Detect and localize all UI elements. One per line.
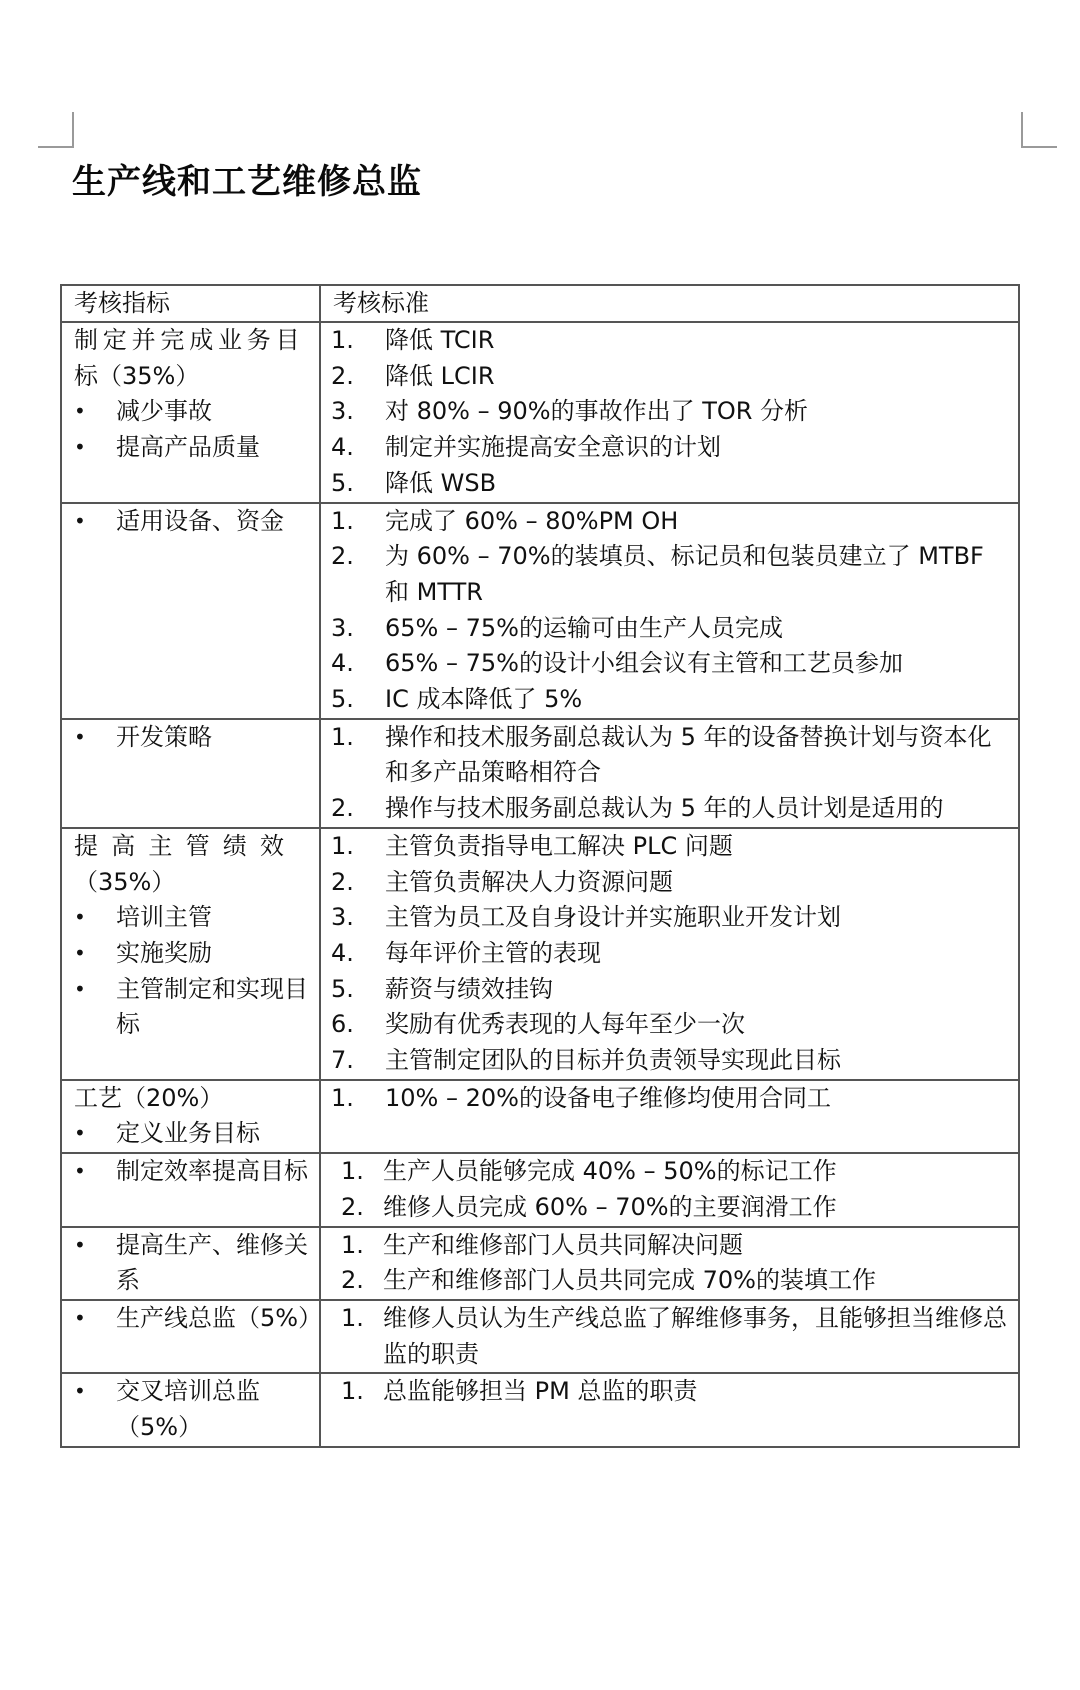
bullet-text: 生产线总监（5%） bbox=[116, 1303, 323, 1332]
item-number: 1. bbox=[331, 831, 354, 860]
standard-item bbox=[329, 1263, 1010, 1299]
indicator-bullet bbox=[74, 900, 311, 936]
item-number: 2. bbox=[341, 1192, 364, 1221]
item-number: 7. bbox=[331, 1046, 354, 1075]
standard-item bbox=[329, 1190, 1010, 1226]
table-row bbox=[61, 322, 1019, 503]
bullet-text: 适用设备、资金 bbox=[116, 506, 284, 535]
standard-cell bbox=[320, 1080, 1019, 1153]
standard-item bbox=[329, 430, 1010, 466]
indicator-bullet bbox=[74, 394, 311, 430]
item-text: 完成了 60% – 80%PM OH bbox=[385, 506, 679, 535]
item-number: 2. bbox=[341, 1266, 364, 1295]
item-text: 奖励有优秀表现的人每年至少一次 bbox=[385, 1010, 745, 1039]
standard-item bbox=[329, 1007, 1010, 1043]
bullet-text: 培训主管 bbox=[116, 903, 212, 932]
bullet-icon: • bbox=[74, 399, 86, 424]
item-text: 为 60% – 70%的装填员、标记员和包装员建立了 MTBF 和 MTTR bbox=[385, 542, 984, 606]
indicator-bullet bbox=[74, 1154, 311, 1190]
item-number: 6. bbox=[331, 1010, 354, 1039]
indicator-cell bbox=[61, 1153, 320, 1226]
bullet-text: 提高生产、维修关系 bbox=[116, 1230, 308, 1295]
standard-item bbox=[329, 720, 1010, 791]
item-text: IC 成本降低了 5% bbox=[385, 685, 583, 714]
table-row bbox=[61, 719, 1019, 828]
item-text: 主管负责解决人力资源问题 bbox=[385, 867, 673, 896]
bullet-text: 交叉培训总监（5%） bbox=[116, 1377, 260, 1442]
standard-cell bbox=[320, 1373, 1019, 1446]
item-number: 1. bbox=[341, 1303, 364, 1332]
standard-item bbox=[329, 1228, 1010, 1264]
indicator-cell bbox=[61, 503, 320, 719]
item-number: 2. bbox=[331, 361, 354, 390]
item-number: 1. bbox=[341, 1157, 364, 1186]
item-text: 对 80% – 90%的事故作出了 TOR 分析 bbox=[385, 397, 809, 426]
item-text: 薪资与绩效挂钩 bbox=[385, 974, 553, 1003]
standard-cell bbox=[320, 828, 1019, 1080]
indicator-bullet bbox=[74, 720, 311, 756]
bullet-icon: • bbox=[74, 1121, 86, 1146]
item-number: 1. bbox=[331, 326, 354, 354]
item-text: 总监能够担当 PM 总监的职责 bbox=[383, 1377, 698, 1406]
page-corner-mark-left bbox=[38, 112, 74, 148]
standard-cell bbox=[320, 719, 1019, 828]
standard-item bbox=[329, 504, 1010, 540]
indicator-text: 提高主管绩效 bbox=[74, 831, 298, 860]
indicator-bullet bbox=[74, 1301, 323, 1337]
item-text: 10% – 20%的设备电子维修均使用合同工 bbox=[385, 1083, 831, 1112]
page-corner-mark-right bbox=[1021, 112, 1057, 148]
item-text: 主管制定团队的目标并负责领导实现此目标 bbox=[385, 1046, 841, 1075]
table-row bbox=[61, 1080, 1019, 1153]
bullet-icon: • bbox=[74, 724, 86, 749]
indicator-cell bbox=[61, 719, 320, 828]
item-text: 维修人员认为生产线总监了解维修事务，且能够担当维修总监的职责 bbox=[383, 1303, 1007, 1368]
item-text: 操作与技术服务副总裁认为 5 年的人员计划是适用的 bbox=[385, 794, 944, 823]
bullet-text: 减少事故 bbox=[116, 397, 212, 426]
table-row bbox=[61, 503, 1019, 719]
item-text: 主管为员工及自身设计并实施职业开发计划 bbox=[385, 903, 841, 932]
standard-item bbox=[329, 1301, 1010, 1372]
bullet-icon: • bbox=[74, 1305, 86, 1330]
indicator-text: 制定并完成业务目 bbox=[74, 326, 305, 354]
bullet-text: 实施奖励 bbox=[116, 938, 212, 967]
item-text: 降低 TCIR bbox=[385, 326, 495, 354]
item-number: 5. bbox=[331, 974, 354, 1003]
item-number: 3. bbox=[331, 613, 354, 642]
item-number: 2. bbox=[331, 867, 354, 896]
item-text: 操作和技术服务副总裁认为 5 年的设备替换计划与资本化和多产品策略相符合 bbox=[385, 722, 992, 787]
item-number: 3. bbox=[331, 397, 354, 426]
standard-item bbox=[329, 900, 1010, 936]
standard-item bbox=[329, 323, 1010, 359]
item-number: 4. bbox=[331, 938, 354, 967]
standard-cell bbox=[320, 503, 1019, 719]
table-header-row bbox=[61, 285, 1019, 322]
standard-item bbox=[329, 936, 1010, 972]
item-text: 每年评价主管的表现 bbox=[385, 938, 601, 967]
item-number: 1. bbox=[341, 1230, 364, 1259]
standard-item bbox=[329, 1374, 1010, 1410]
table-row bbox=[61, 1300, 1019, 1373]
item-number: 2. bbox=[331, 542, 354, 571]
item-number: 5. bbox=[331, 468, 354, 497]
item-text: 降低 WSB bbox=[385, 468, 497, 497]
item-text: 主管负责指导电工解决 PLC 问题 bbox=[385, 831, 733, 860]
standard-item bbox=[329, 611, 1010, 647]
item-text: 降低 LCIR bbox=[385, 361, 495, 390]
standard-item bbox=[329, 682, 1010, 718]
indicator-bullet bbox=[74, 936, 311, 972]
bullet-text: 开发策略 bbox=[116, 722, 212, 751]
standard-cell bbox=[320, 1227, 1019, 1300]
bullet-text: 定义业务目标 bbox=[116, 1119, 260, 1148]
standard-item bbox=[329, 972, 1010, 1008]
standard-cell bbox=[320, 1300, 1019, 1373]
bullet-text: 制定效率提高目标 bbox=[116, 1157, 308, 1186]
indicator-cell bbox=[61, 1373, 320, 1446]
standard-item bbox=[329, 394, 1010, 430]
table-row bbox=[61, 1373, 1019, 1446]
item-text: 生产和维修部门人员共同解决问题 bbox=[383, 1230, 743, 1259]
item-text: 制定并实施提高安全意识的计划 bbox=[385, 433, 721, 462]
indicator-bullet bbox=[74, 1116, 311, 1152]
standard-item bbox=[329, 865, 1010, 901]
bullet-icon: • bbox=[74, 1232, 86, 1257]
standard-item bbox=[329, 646, 1010, 682]
item-text: 65% – 75%的设计小组会议有主管和工艺员参加 bbox=[385, 649, 903, 678]
indicator-bullet bbox=[74, 504, 311, 540]
indicator-cell bbox=[61, 1227, 320, 1300]
indicator-text: 工艺（20%） bbox=[74, 1083, 224, 1112]
standard-item bbox=[329, 359, 1010, 395]
bullet-icon: • bbox=[74, 940, 86, 965]
item-number: 1. bbox=[331, 722, 354, 751]
standard-item bbox=[329, 1043, 1010, 1079]
standard-cell bbox=[320, 1153, 1019, 1226]
item-number: 2. bbox=[331, 794, 354, 823]
standard-item bbox=[329, 1081, 1010, 1117]
standard-item bbox=[329, 1154, 1010, 1190]
standard-item bbox=[329, 466, 1010, 502]
bullet-icon: • bbox=[74, 905, 86, 930]
item-text: 65% – 75%的运输可由生产人员完成 bbox=[385, 613, 783, 642]
standard-item bbox=[329, 791, 1010, 827]
bullet-icon: • bbox=[74, 1379, 86, 1404]
page-title: 生产线和工艺维修总监 bbox=[72, 162, 422, 202]
bullet-icon: • bbox=[74, 508, 86, 533]
indicator-bullet bbox=[74, 972, 311, 1043]
bullet-text: 主管制定和实现目标 bbox=[116, 974, 308, 1039]
item-number: 5. bbox=[331, 685, 354, 714]
bullet-text: 提高产品质量 bbox=[116, 433, 260, 462]
kpi-table bbox=[60, 284, 1020, 1448]
bullet-icon: • bbox=[74, 435, 86, 460]
item-number: 3. bbox=[331, 903, 354, 932]
item-number: 4. bbox=[331, 433, 354, 462]
item-number: 4. bbox=[331, 649, 354, 678]
indicator-bullet bbox=[74, 1228, 311, 1299]
indicator-text: （35%） bbox=[74, 867, 176, 896]
bullet-icon: • bbox=[74, 976, 86, 1001]
table-row bbox=[61, 1227, 1019, 1300]
standard-item bbox=[329, 829, 1010, 865]
indicator-cell bbox=[61, 1080, 320, 1153]
item-text: 维修人员完成 60% – 70%的主要润滑工作 bbox=[383, 1192, 837, 1221]
item-number: 1. bbox=[341, 1377, 364, 1406]
indicator-cell bbox=[61, 1300, 323, 1373]
header-standard: 考核标准 bbox=[320, 285, 1019, 322]
item-number: 1. bbox=[331, 506, 354, 535]
table-row bbox=[61, 828, 1019, 1080]
standard-cell bbox=[320, 322, 1019, 503]
indicator-cell bbox=[61, 322, 320, 503]
standard-item bbox=[329, 539, 1010, 610]
header-indicator: 考核指标 bbox=[61, 285, 320, 322]
item-number: 1. bbox=[331, 1083, 354, 1112]
indicator-cell bbox=[61, 828, 320, 1080]
indicator-text: 标（35%） bbox=[74, 361, 200, 390]
bullet-icon: • bbox=[74, 1159, 86, 1184]
indicator-bullet bbox=[74, 430, 311, 466]
item-text: 生产人员能够完成 40% – 50%的标记工作 bbox=[383, 1157, 837, 1186]
table-row bbox=[61, 1153, 1019, 1226]
item-text: 生产和维修部门人员共同完成 70%的装填工作 bbox=[383, 1266, 876, 1295]
indicator-bullet bbox=[74, 1374, 311, 1445]
